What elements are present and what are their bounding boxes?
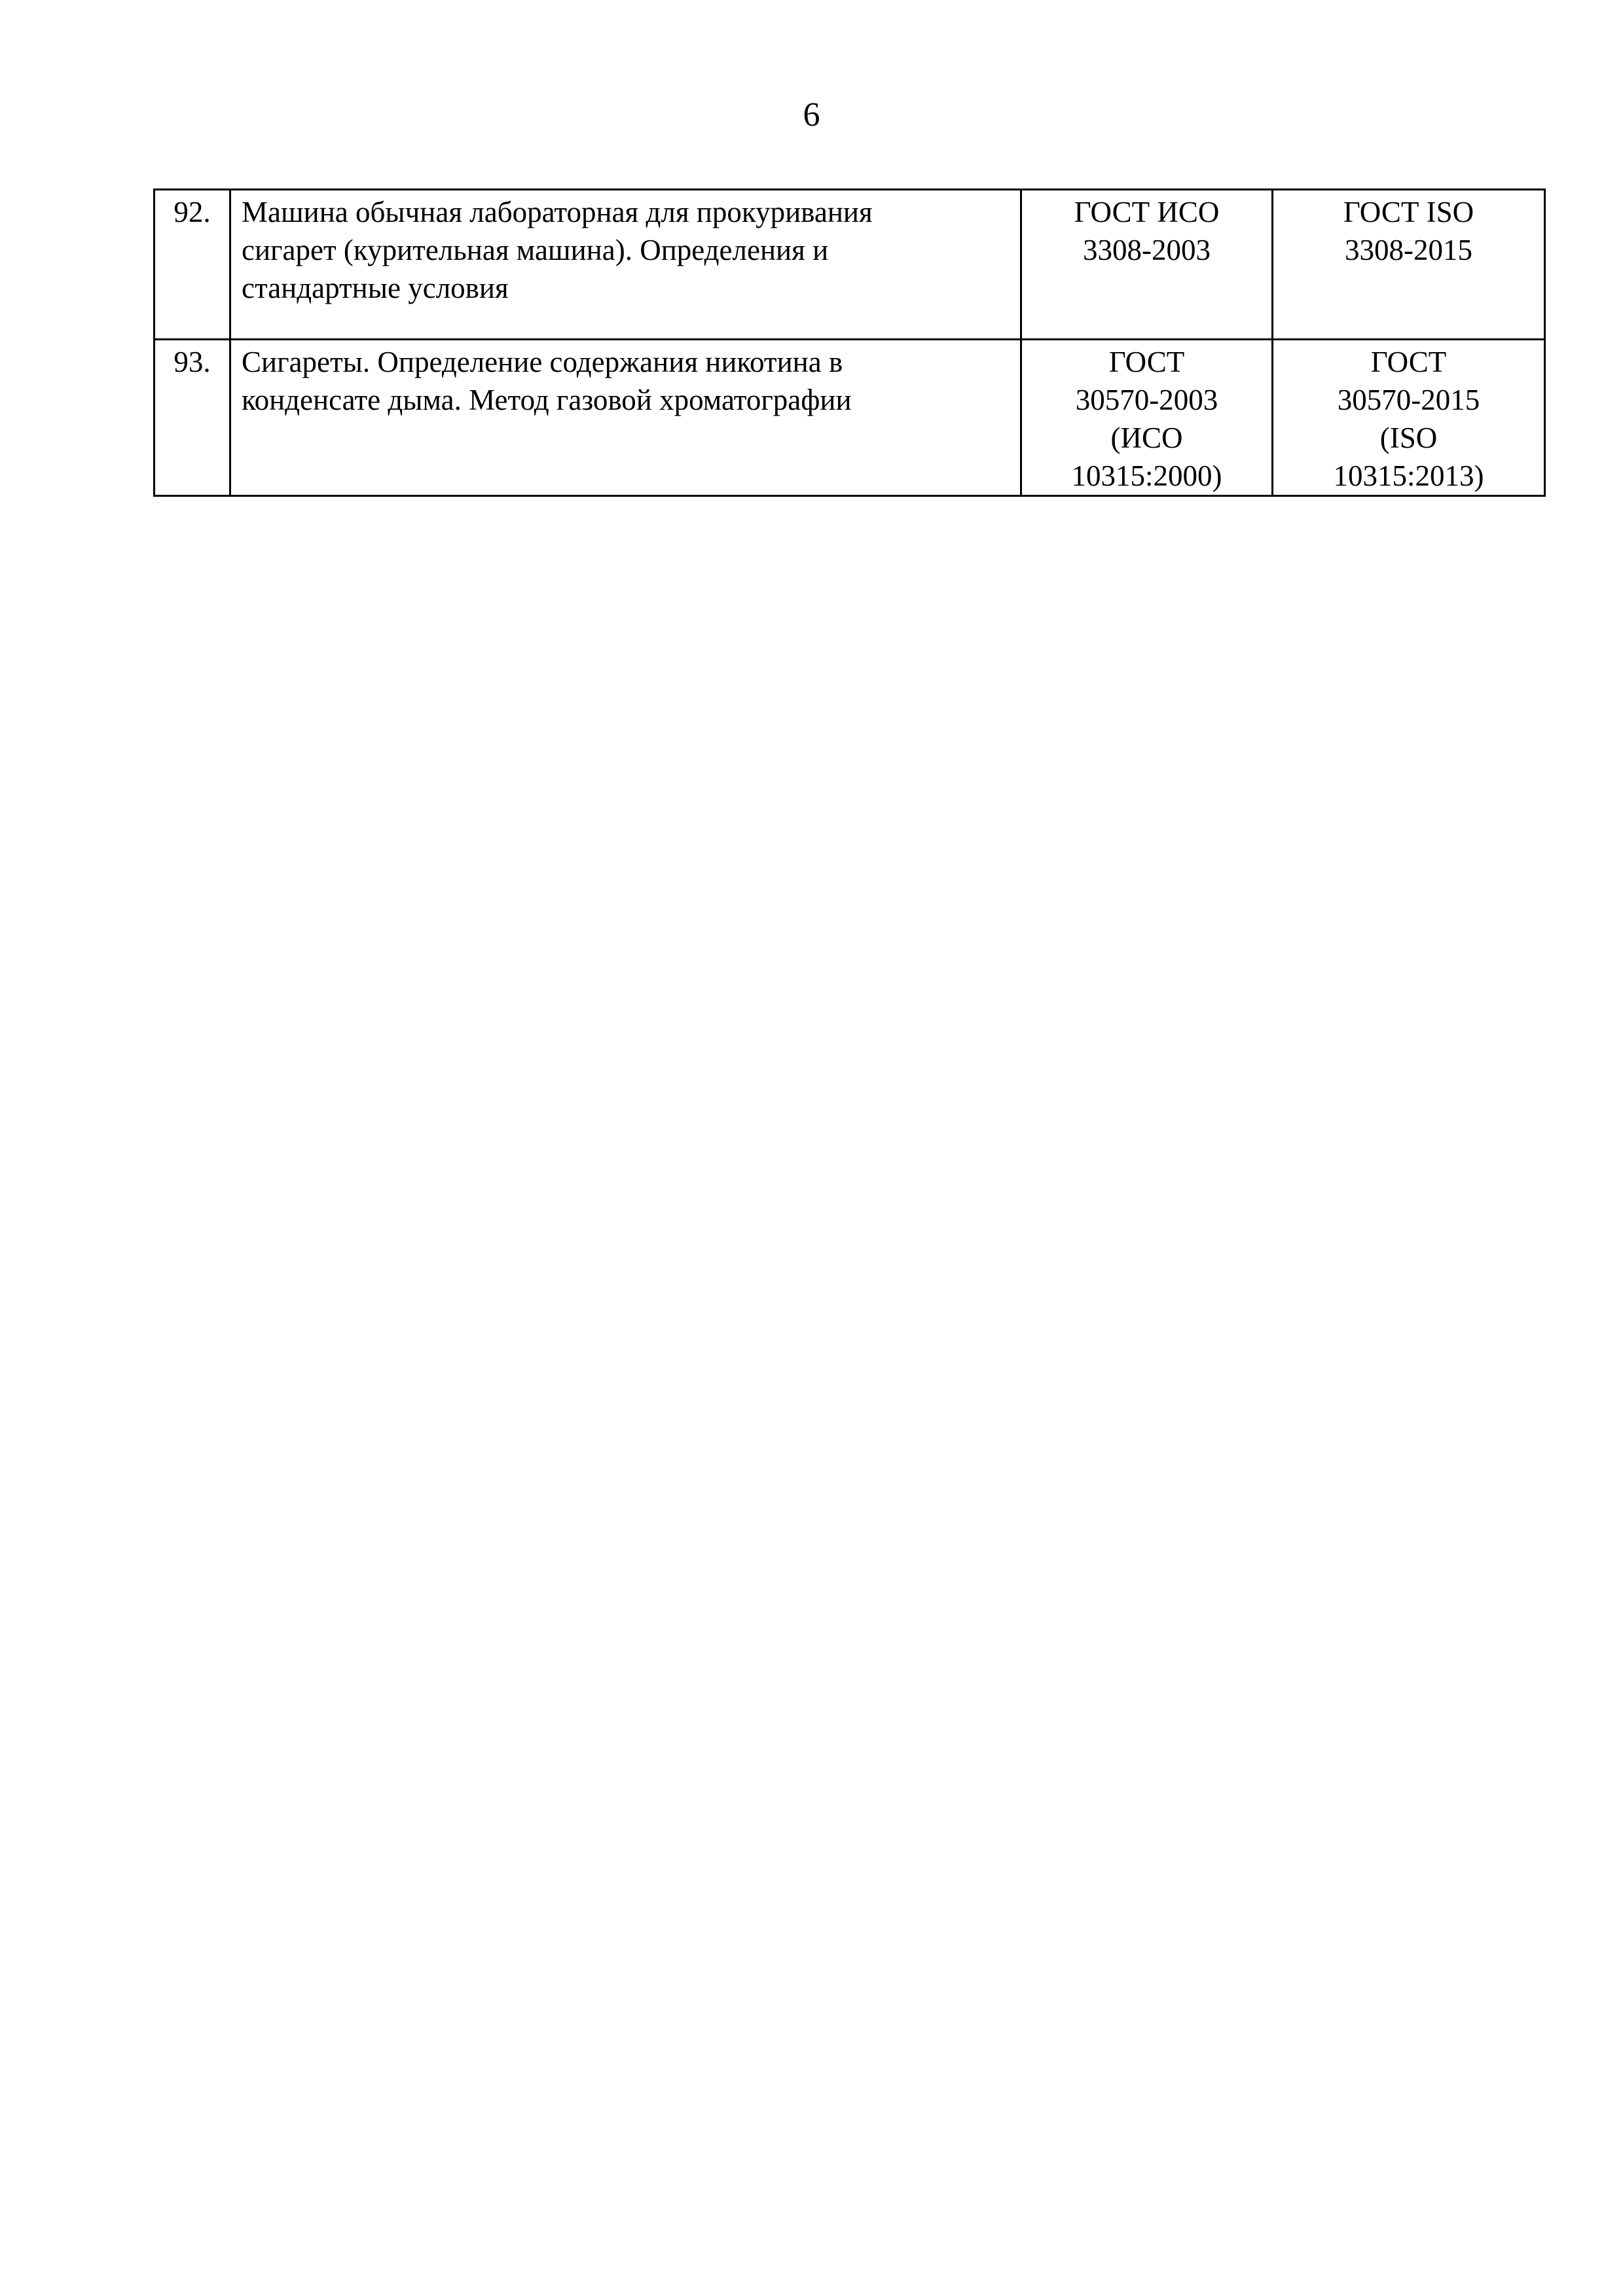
new-standard-line: 10315:2013): [1333, 459, 1484, 492]
new-standard-line: ГОСТ: [1370, 346, 1447, 378]
new-standard-line: ГОСТ ISO: [1343, 196, 1474, 228]
standard-title-line: сигарет (курительная машина). Определения и: [242, 234, 829, 266]
table-row: [155, 190, 1545, 340]
old-standard: [1021, 340, 1273, 496]
standards-table: [153, 188, 1546, 497]
old-standard-line: 10315:2000): [1071, 459, 1222, 492]
old-standard-line: 3308-2003: [1083, 234, 1211, 266]
old-standard-line: 30570-2003: [1075, 384, 1218, 416]
old-standard-line: ГОСТ ИСО: [1074, 196, 1220, 228]
standard-title: [230, 190, 1021, 340]
new-standard-line: 3308-2015: [1345, 234, 1472, 266]
standard-title-line: конденсате дыма. Метод газовой хроматографии: [242, 384, 852, 416]
new-standard: [1273, 340, 1545, 496]
row-number: 92.: [155, 190, 230, 340]
new-standard-line: (ISO: [1379, 422, 1438, 454]
old-standard: [1021, 190, 1273, 340]
row-number: 93.: [155, 340, 230, 496]
standard-title-line: Машина обычная лабораторная для прокуривания: [242, 196, 873, 228]
page-number: 6: [803, 96, 820, 134]
table-row: [155, 340, 1545, 496]
old-standard-line: (ИСО: [1110, 422, 1183, 454]
standard-title: [230, 340, 1021, 496]
new-standard: [1273, 190, 1545, 340]
standard-title-line: Сигареты. Определение содержания никотина в: [242, 346, 843, 378]
standard-title-line: стандартные условия: [242, 272, 509, 304]
old-standard-line: ГОСТ: [1108, 346, 1185, 378]
new-standard-line: 30570-2015: [1337, 384, 1480, 416]
